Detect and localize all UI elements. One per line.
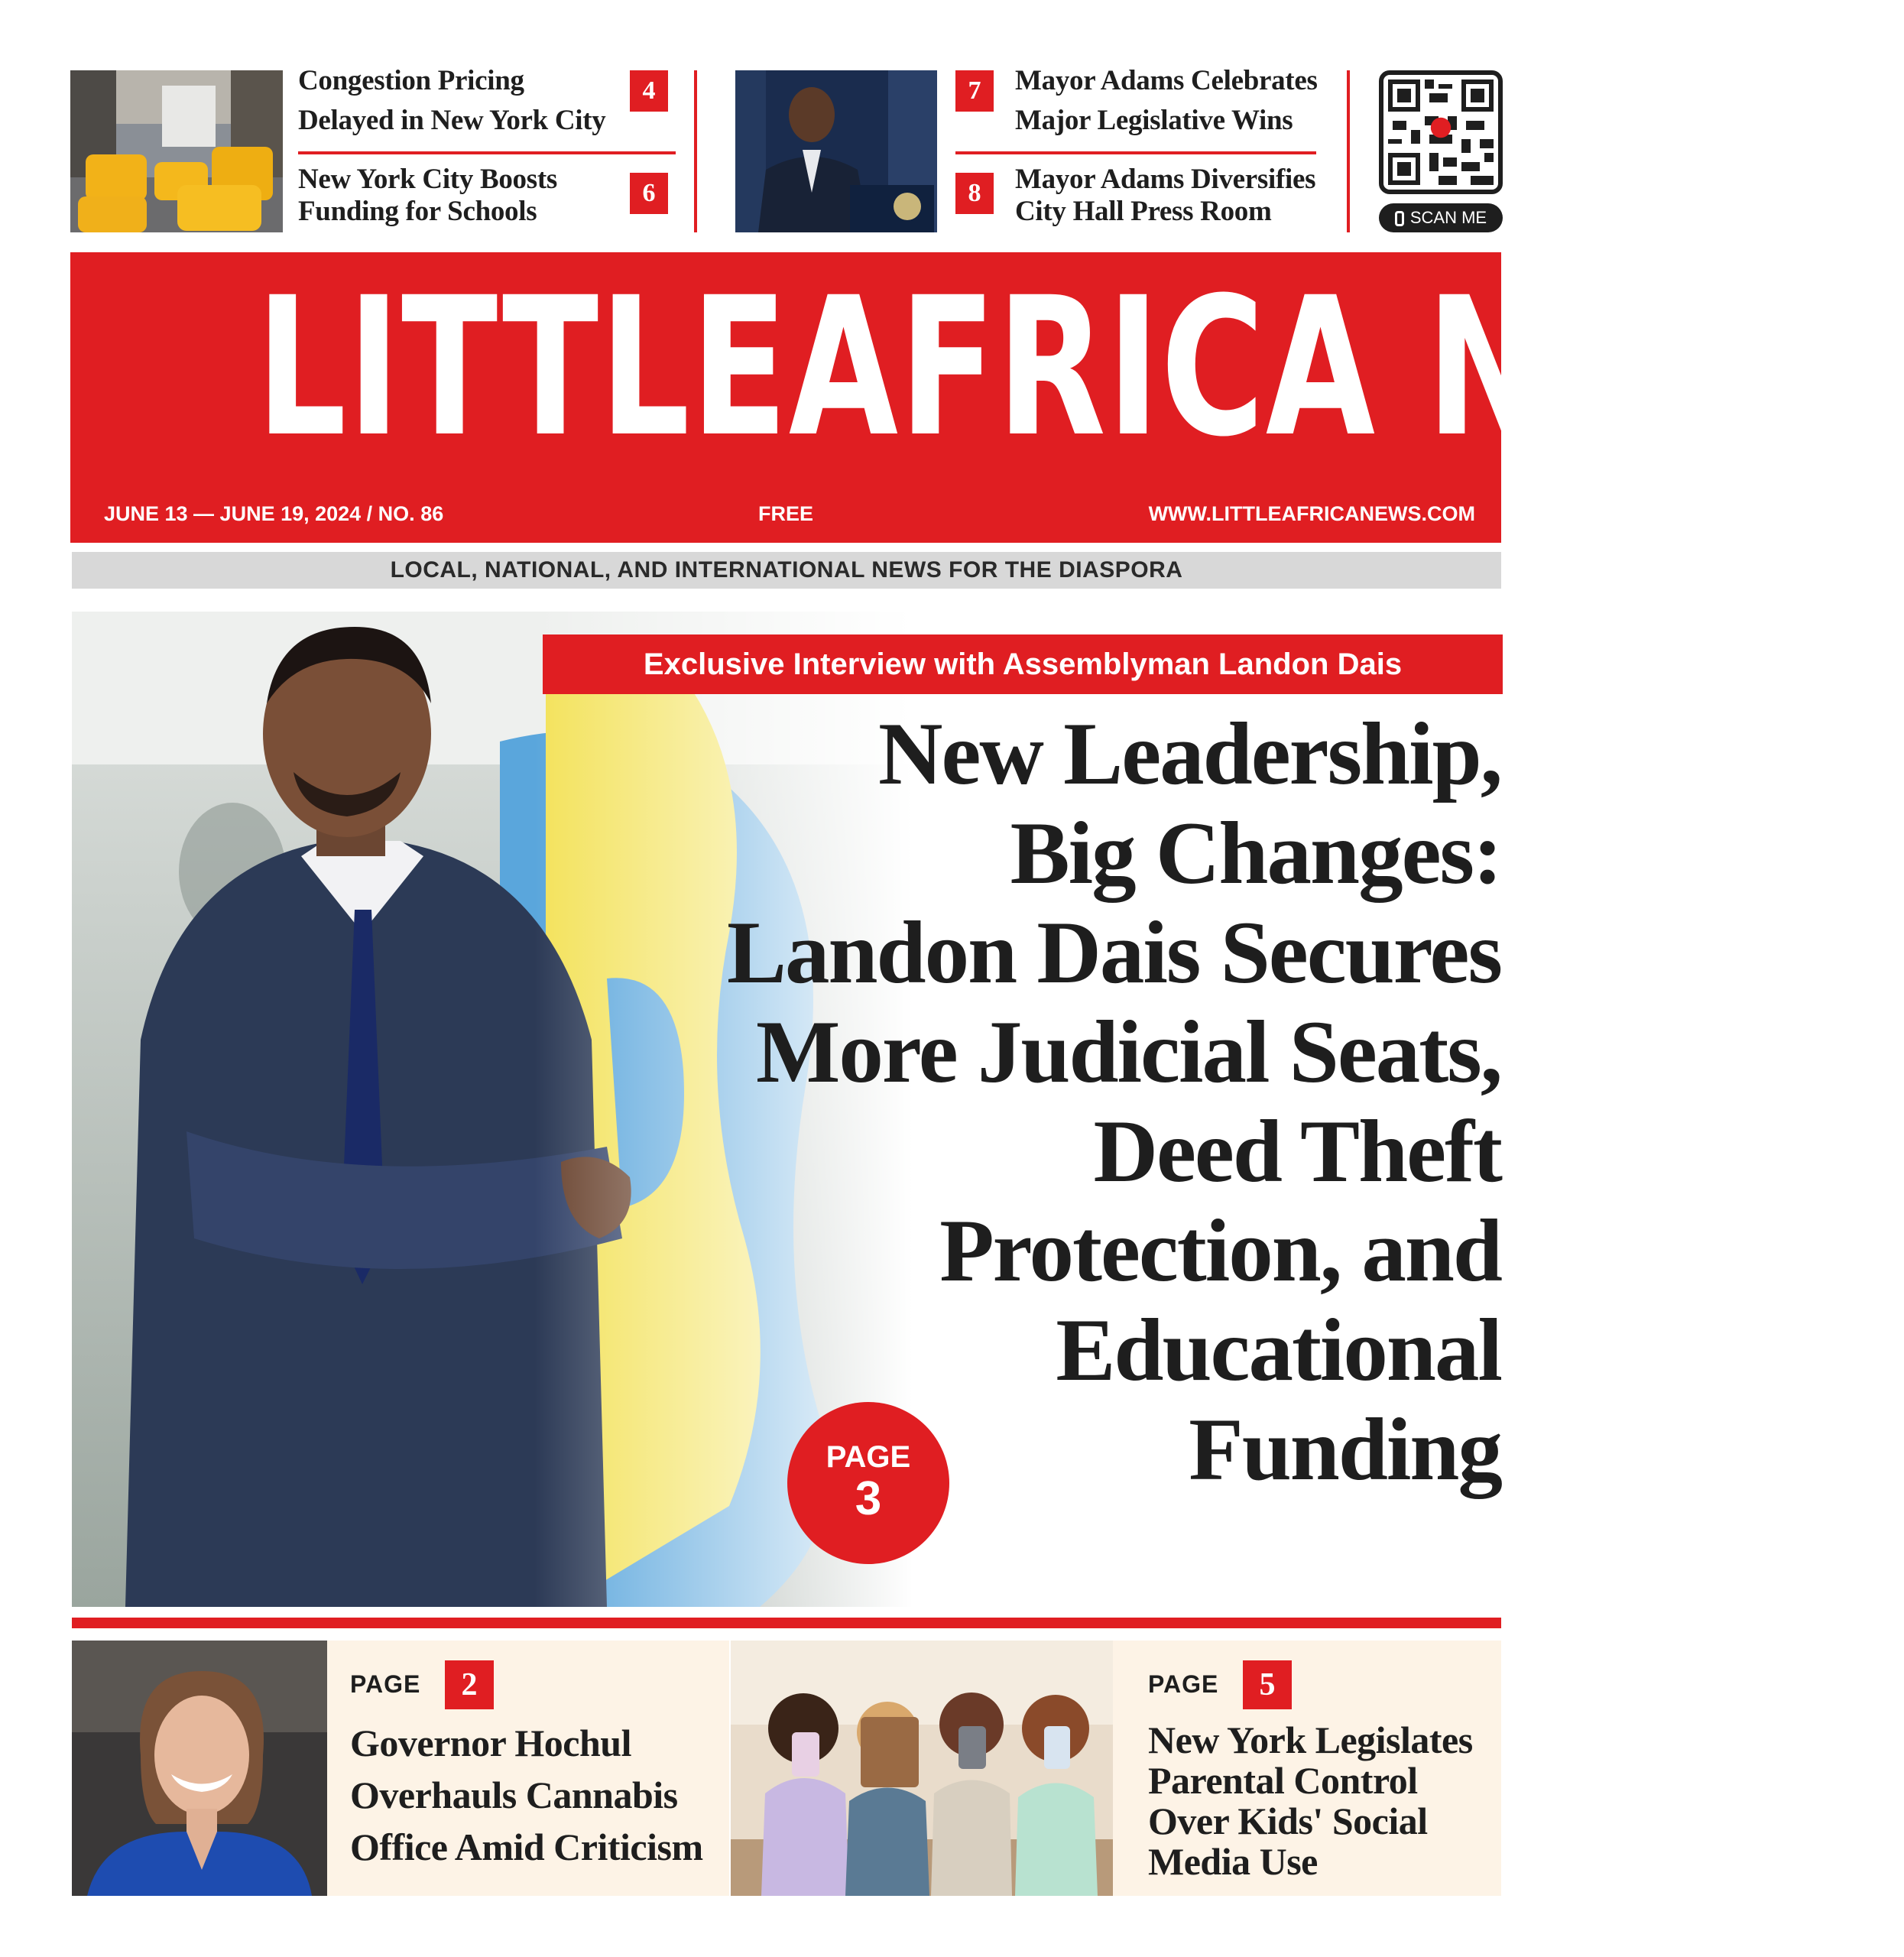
story-page-number[interactable]: 5: [1243, 1660, 1292, 1709]
teaser-divider: [298, 151, 676, 154]
section-divider: [72, 1618, 1501, 1628]
phone-icon: [1395, 211, 1404, 226]
teaser-title-press-room[interactable]: Mayor Adams Diversifies City Hall Press Room: [1015, 164, 1316, 227]
exclusive-interview-kicker[interactable]: Exclusive Interview with Assemblyman Landon Dais: [543, 634, 1503, 694]
teaser-title-congestion[interactable]: Congestion Pricing Delayed in New York City: [298, 65, 606, 136]
teaser-divider: [955, 151, 1316, 154]
teaser-photo-taxis[interactable]: [70, 70, 283, 232]
story-title-social-media[interactable]: New York Legislates Parental Control Over Kids' Social Media Use: [1148, 1718, 1473, 1883]
teaser-title-legislative[interactable]: Mayor Adams Celebrates Major Legislative Wins: [1015, 65, 1318, 136]
teaser-page-number: 6: [630, 173, 668, 214]
masthead: [70, 252, 1904, 543]
hero-headline[interactable]: New Leadership, Big Changes: Landon Dais Secures More Judicial Seats, Deed Theft Protection, and Educational Funding: [726, 705, 1501, 1499]
price-label: FREE: [758, 502, 814, 525]
issue-info: JUNE 13 — JUNE 19, 2024 / NO. 86: [104, 502, 444, 525]
teaser-page-number: 7: [955, 70, 994, 112]
story-page-number[interactable]: 2: [445, 1660, 494, 1709]
teaser-page-number: 4: [630, 70, 668, 112]
masthead-title: LITTLEAFRICA NEWS: [256, 256, 1904, 479]
teaser-photo-mayor[interactable]: [735, 70, 937, 232]
teaser-title-schools[interactable]: New York City Boosts Funding for Schools: [298, 164, 557, 227]
website-link[interactable]: WWW.LITTLEAFRICANEWS.COM: [1148, 502, 1475, 525]
story-photo-kids-devices[interactable]: [731, 1641, 1113, 1896]
story-page-label: PAGE: [1148, 1670, 1219, 1698]
page-badge[interactable]: PAGE 3: [787, 1402, 949, 1564]
qr-code[interactable]: [1379, 70, 1503, 194]
column-divider: [1347, 70, 1350, 232]
column-divider: [694, 70, 697, 232]
teaser-page-number: 8: [955, 173, 994, 214]
tagline: LOCAL, NATIONAL, AND INTERNATIONAL NEWS FOR THE DIASPORA: [72, 552, 1501, 589]
story-photo-governor[interactable]: [72, 1641, 327, 1896]
story-page-label: PAGE: [350, 1670, 421, 1698]
story-title-hochul[interactable]: Governor Hochul Overhauls Cannabis Office Amid Criticism: [350, 1722, 703, 1868]
hero-section: [72, 612, 1501, 1607]
scan-me-label: SCAN ME: [1379, 203, 1503, 232]
